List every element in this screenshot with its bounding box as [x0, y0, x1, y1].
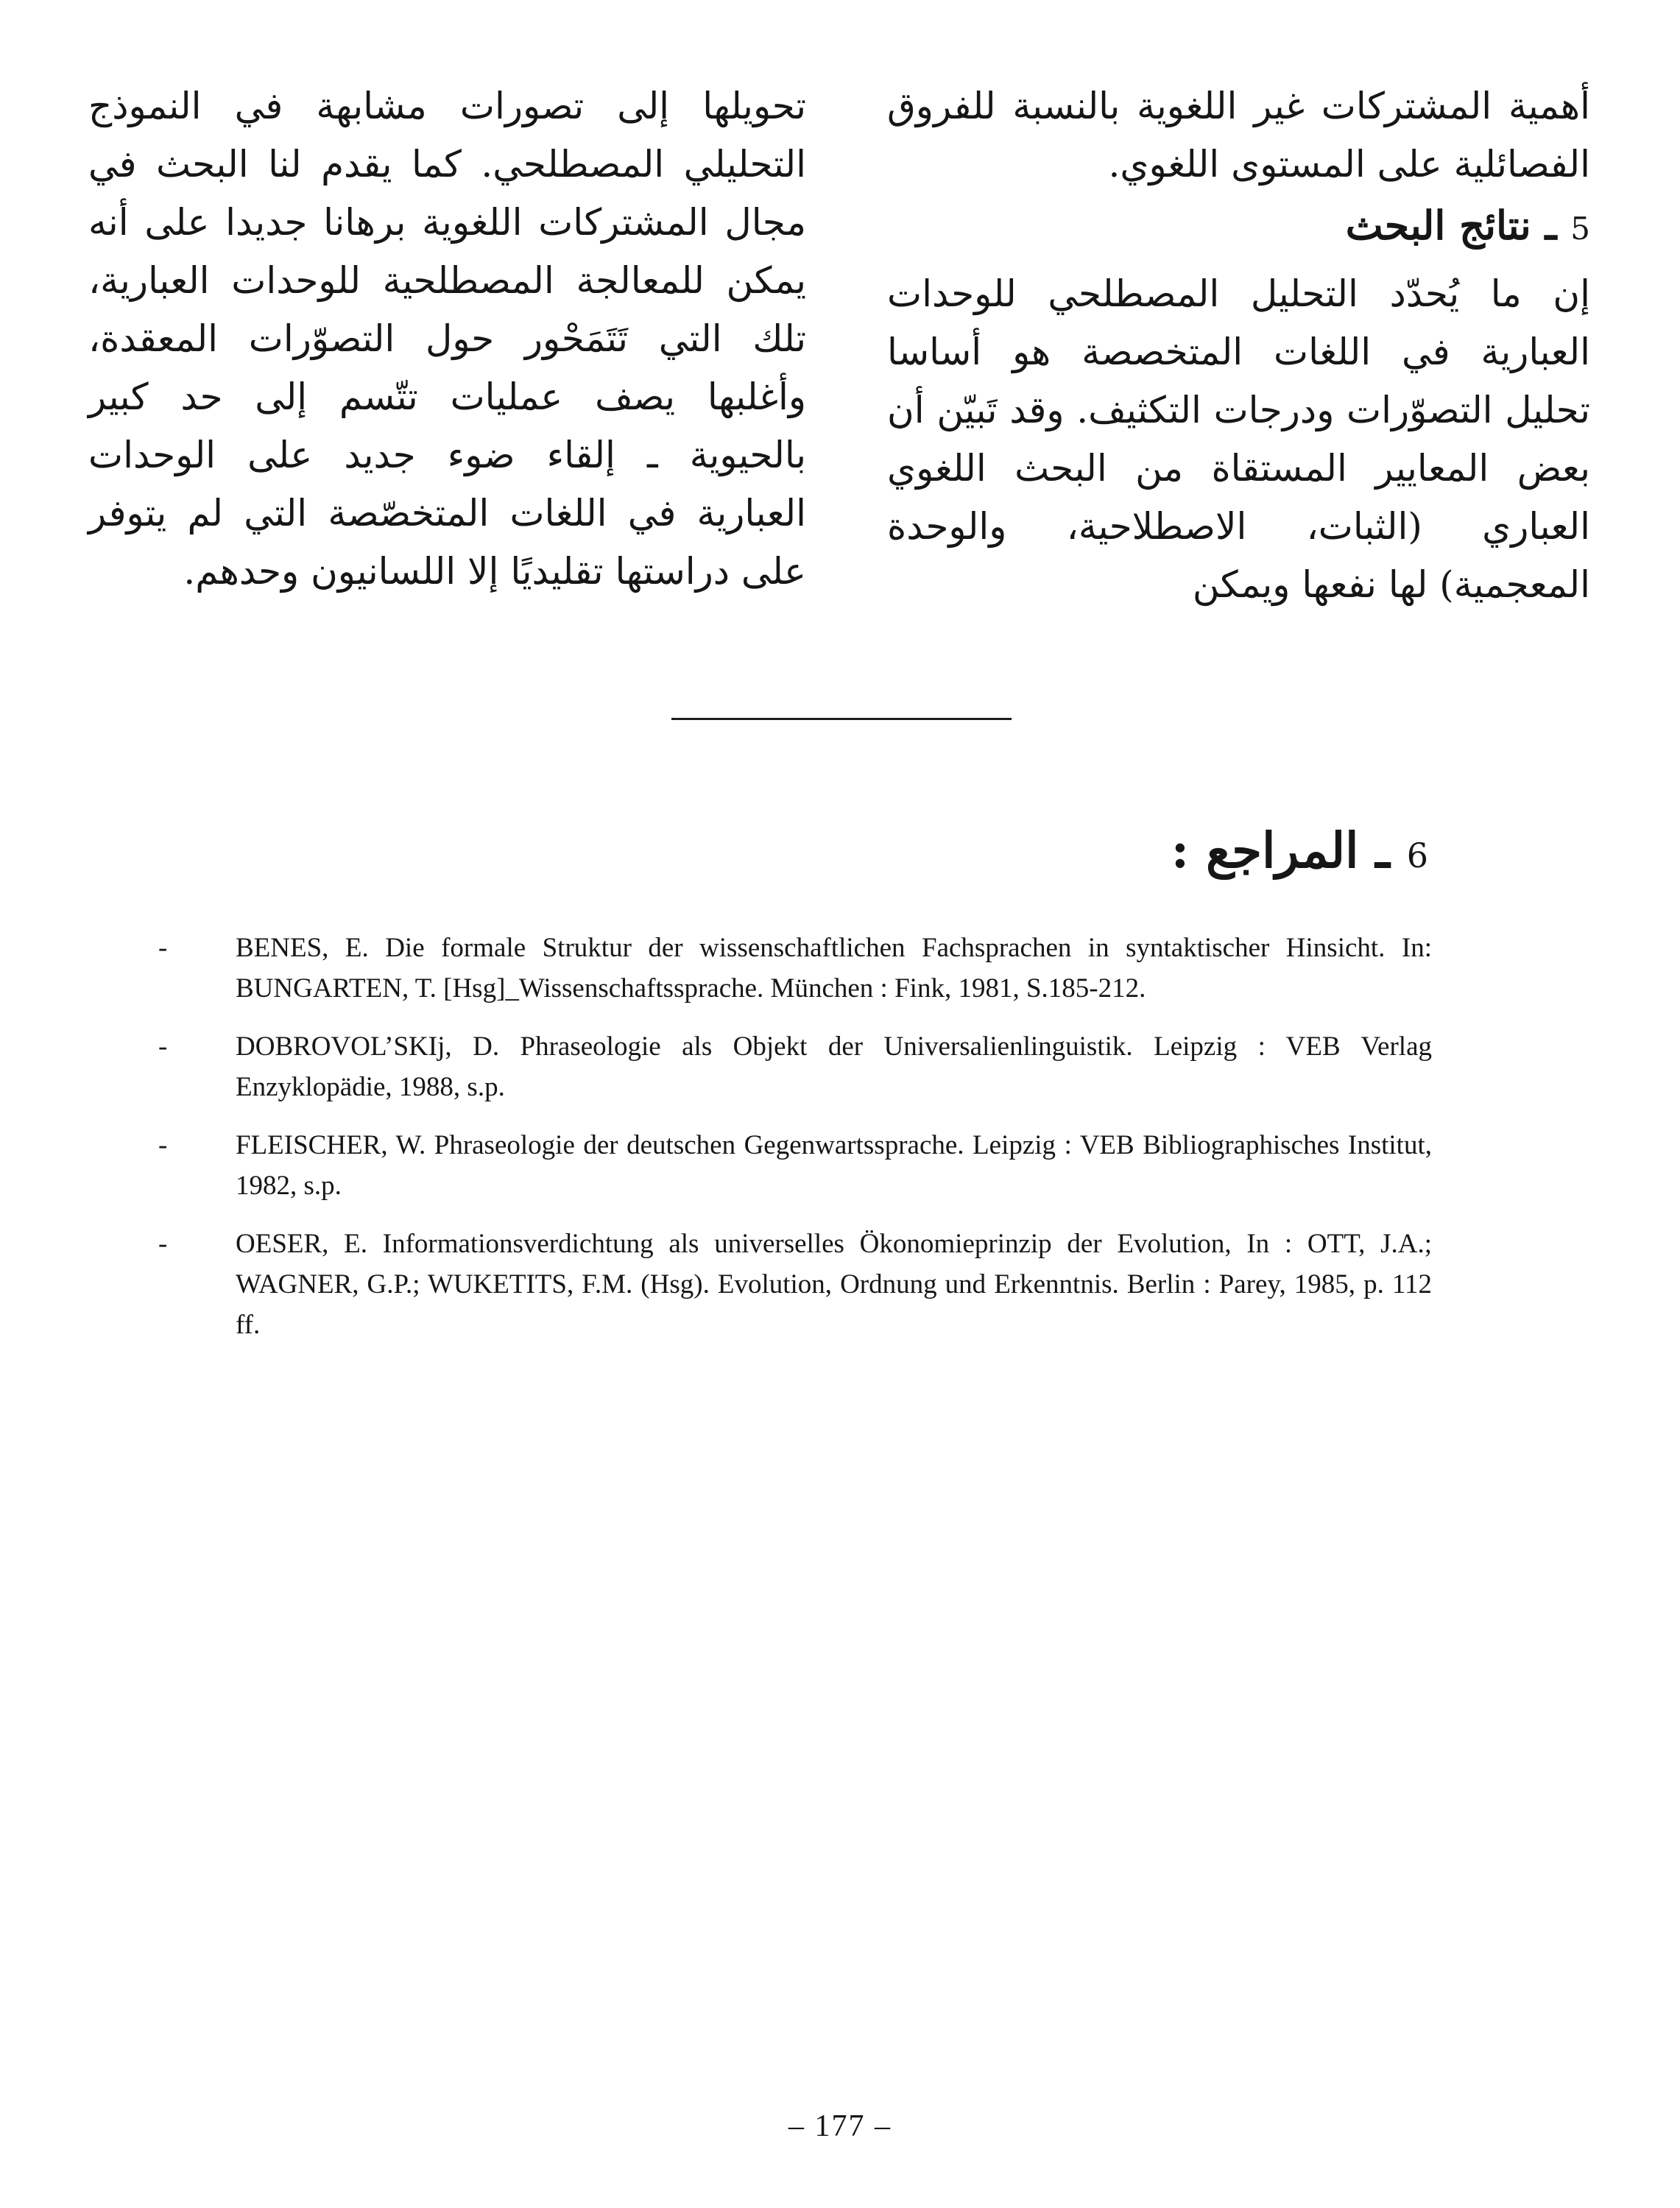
reference-item [158, 928, 1432, 1009]
reference-bullet: - [158, 1130, 168, 1160]
reference-text: OESER, E. Informationsverdichtung als universelles Ökonomieprinzip der Evolution, In : OTT, J.A.; WAGNER, G.P.; WUKETITS, F.M. (Hsg). Evolution, Ordnung und Erkenntnis. Berlin : Parey, 1985, p. 112 ff. [236, 1229, 1432, 1340]
reference-bullet: - [158, 1229, 168, 1259]
reference-item [158, 1026, 1432, 1107]
section-divider [671, 718, 1012, 720]
results-paragraph: إن ما يُحدّد التحليل المصطلحي للوحدات العبارية في اللغات المتخصصة هو أساسا تحليل التصوّرات ودرجات التكثيف. وقد تَبيّن أن بعض المعايير المستقاة من البحث اللغوي العباري (الثبات، الاصطلاحية، والوحدة المعجمية) لها نفعها ويمكن [887, 272, 1590, 606]
reference-item [158, 1224, 1432, 1345]
intro-paragraph: أهمية المشتركات غير اللغوية بالنسبة للفروق الفصائلية على المستوى اللغوي. [887, 85, 1590, 186]
section-5-heading [887, 195, 1590, 259]
reference-text: DOBROVOL’SKIj, D. Phraseologie als Objekt der Universalienlinguistik. Leipzig : VEB Verlag Enzyklopädie, 1988, s.p. [236, 1031, 1432, 1102]
reference-bullet: - [158, 933, 168, 963]
left-text-column [88, 77, 806, 601]
references-heading [1045, 817, 1428, 889]
reference-text: BENES, E. Die formale Struktur der wissenschaftlichen Fachsprachen in syntaktischer Hinsicht. In: BUNGARTEN, T. [Hsg]_Wissenschaftssprache. München : Fink, 1981, S.185-212. [236, 933, 1432, 1004]
reference-bullet: - [158, 1031, 168, 1062]
references-list [158, 928, 1432, 1363]
section-5-title: ـ نتائج البحث [1345, 202, 1557, 249]
reference-text: FLEISCHER, W. Phraseologie der deutschen Gegenwartssprache. Leipzig : VEB Bibliographisches Institut, 1982, s.p. [236, 1130, 1432, 1201]
references-title: ـ المراجع : [1171, 822, 1390, 879]
reference-item [158, 1125, 1432, 1206]
section-6-number: 6 [1406, 836, 1428, 875]
page-number: – 177 – [788, 2109, 892, 2143]
continuation-paragraph: تحويلها إلى تصورات مشابهة في النموذج التحليلي المصطلحي. كما يقدم لنا البحث في مجال المشتركات اللغوية برهانا جديدا على أنه يمكن للمعالجة المصطلحية للوحدات العبارية، تلك التي تَتَمَحْور حول التصوّرات المعقدة، وأغلبها يصف عمليات تتّسم إلى حد كبير بالحيوية ـ إلقاء ضوء جديد على الوحدات العبارية في اللغات المتخصّصة التي لم يتوفر على دراستها تقليديًا إلا اللسانيون وحدهم. [88, 85, 806, 593]
right-text-column [887, 77, 1590, 614]
section-5-number: 5 [1570, 211, 1590, 247]
